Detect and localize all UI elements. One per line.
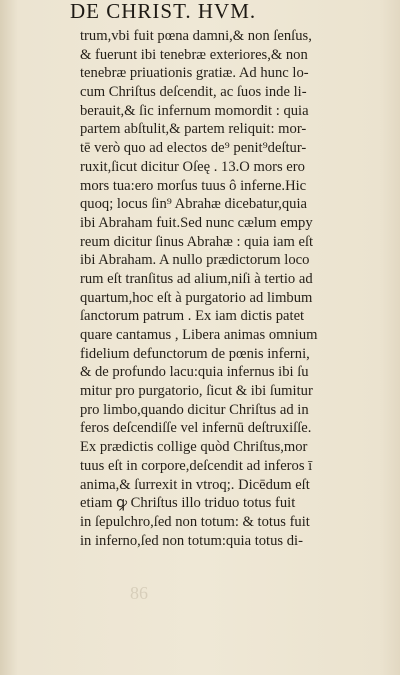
- text-line-4: cum Chriſtus deſcendit, ac ſuos inde li-: [80, 84, 307, 101]
- text-line-28: in inferno,ſed non totum:quia totus di-: [80, 532, 303, 549]
- body-text: [80, 27, 388, 550]
- text-line-10: quoq; locus ſin⁹ Abrahæ dicebatur,quia: [80, 196, 308, 213]
- text-line-7: tē verò quo ad electos de⁹ penit⁹deſtur-: [80, 140, 307, 157]
- text-line-14: rum eſt tranſitus ad alium,niſi à tertio ad: [80, 270, 313, 287]
- text-line-15: quartum,hoc eſt à purgatorio ad limbum: [80, 289, 313, 306]
- text-line-12: reum dicitur ſinus Abrahæ : quia iam eſt: [80, 233, 314, 250]
- text-line-23: Ex prædictis collige quòd Chriſtus,mor: [80, 439, 308, 456]
- text-line-9: mors tua:ero morſus tuus ô inferne.Hic: [80, 177, 307, 194]
- text-line-6: partem abſtulit,& partem reliquit: mor-: [80, 121, 307, 138]
- text-line-3: tenebræ priuationis gratiæ. Ad hunc lo-: [80, 65, 309, 82]
- text-line-19: & de profundo lacu:quia infernus ibi ſu: [80, 364, 309, 381]
- text-line-24: tuus eſt in corpore,deſcendit ad inferos ī: [80, 457, 313, 474]
- text-line-18: fidelium defunctorum de pœnis inferni,: [80, 345, 310, 362]
- text-line-17: quare cantamus , Libera animas omnium: [80, 327, 318, 343]
- text-line-20: mitur pro purgatorio, ſicut & ibi ſumitur: [80, 383, 313, 400]
- running-head: DE CHRIST. HVM.: [70, 0, 257, 23]
- text-line-13: ibi Abraham. A nullo prædictorum loco: [80, 252, 310, 269]
- text-line-16: ſanctorum patrum . Ex iam dictis patet: [80, 308, 305, 325]
- text-line-5: berauit,& ſic infernum momordit : quia: [80, 102, 309, 119]
- text-line-22: feros deſcendiſſe vel infernū deſtruxiſſe.: [80, 420, 312, 437]
- text-line-21: pro limbo,quando dicitur Chriſtus ad in: [80, 401, 309, 418]
- text-line-26: etiam ꝙ Chriſtus illo triduo totus fuit: [80, 495, 296, 512]
- text-line-11: ibi Abraham fuit.Sed nunc cælum empy: [80, 214, 313, 231]
- bleed-through-mark: 86: [130, 583, 148, 603]
- text-line-25: anima,& ſurrexit in vtroq;. Dicēdum eſt: [80, 476, 310, 493]
- text-line-1: trum,vbi fuit pœna damni,& non ſenſus,: [80, 28, 312, 44]
- text-line-27: in ſepulchro,ſed non totum: & totus fuit: [80, 513, 310, 530]
- text-line-8: ruxit,ſicut dicitur Oſeę . 13.O mors ero: [80, 158, 305, 175]
- text-line-2: & fuerunt ibi tenebræ exteriores,& non: [80, 46, 308, 63]
